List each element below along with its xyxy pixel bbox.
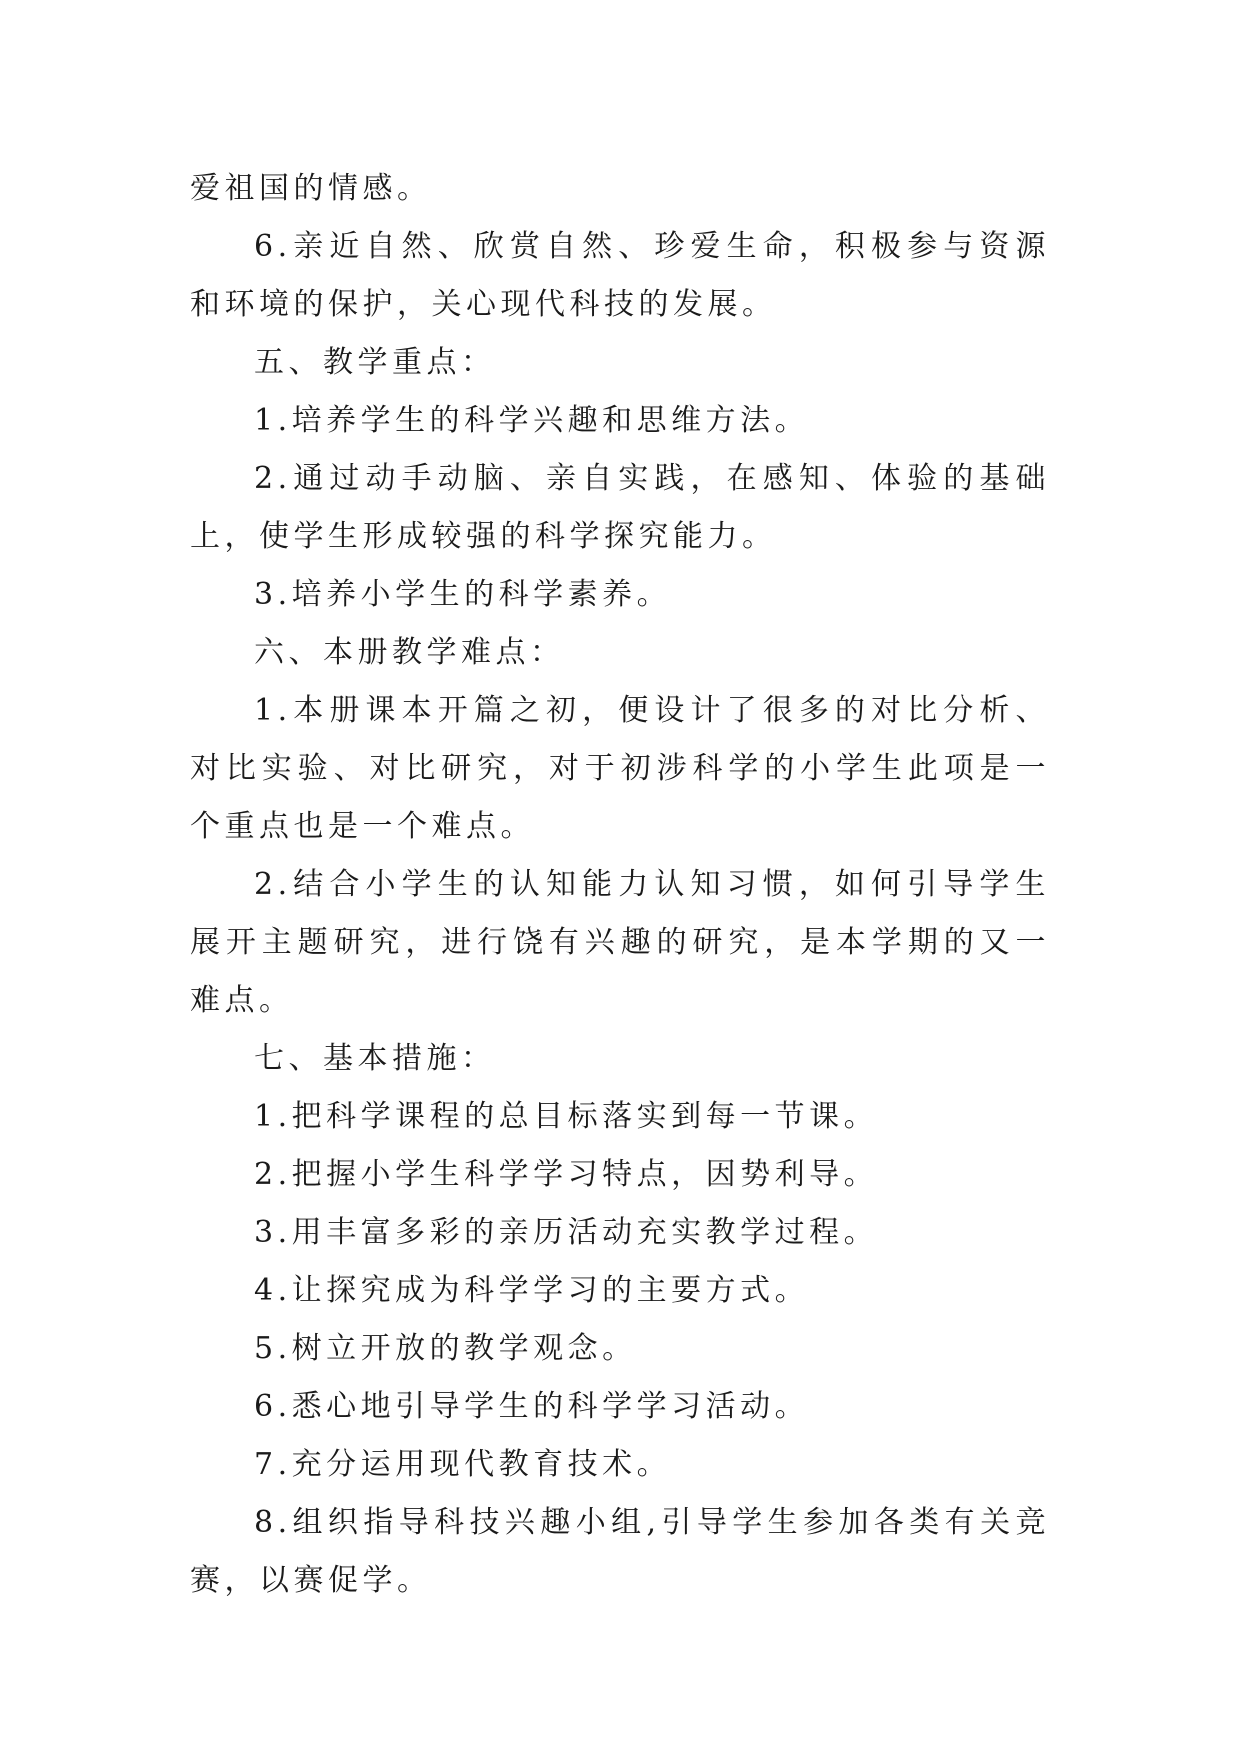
goal-item-6: 6.亲近自然、欣赏自然、珍爱生命，积极参与资源和环境的保护，关心现代科技的发展。: [190, 229, 1050, 322]
section-heading-teaching-focus: 五、教学重点：: [254, 345, 496, 380]
focus-item-1: 1.培养学生的科学兴趣和思维方法。: [254, 403, 810, 438]
difficulty-item-2: 2.结合小学生的认知能力认知习惯，如何引导学生展开主题研究，进行饶有兴趣的研究，是本学期的又一难点。: [190, 867, 1050, 1018]
measure-item-4: 4.让探究成为科学学习的主要方式。: [254, 1273, 810, 1308]
focus-item-2: 2.通过动手动脑、亲自实践，在感知、体验的基础上，使学生形成较强的科学探究能力。: [190, 461, 1050, 554]
measure-item-2: 2.把握小学生科学学习特点，因势利导。: [254, 1157, 879, 1192]
measure-item-1: 1.把科学课程的总目标落实到每一节课。: [254, 1099, 879, 1134]
measure-item-8: 8.组织指导科技兴趣小组,引导学生参加各类有关竞赛，以赛促学。: [190, 1505, 1050, 1598]
measure-item-3: 3.用丰富多彩的亲历活动充实教学过程。: [254, 1215, 879, 1250]
measure-item-7: 7.充分运用现代教育技术。: [254, 1447, 672, 1482]
measure-item-6: 6.悉心地引导学生的科学学习活动。: [254, 1389, 810, 1424]
section-heading-teaching-difficulties: 六、本册教学难点：: [254, 635, 565, 670]
section-heading-basic-measures: 七、基本措施：: [254, 1041, 496, 1076]
difficulty-item-1: 1.本册课本开篇之初，便设计了很多的对比分析、对比实验、对比研究，对于初涉科学的小学生此项是一个重点也是一个难点。: [190, 693, 1050, 844]
paragraph-continuation: 爱祖国的情感。: [190, 171, 432, 206]
measure-item-5: 5.树立开放的教学观念。: [254, 1331, 637, 1366]
focus-item-3: 3.培养小学生的科学素养。: [254, 577, 672, 612]
document-body: [190, 160, 1050, 1610]
